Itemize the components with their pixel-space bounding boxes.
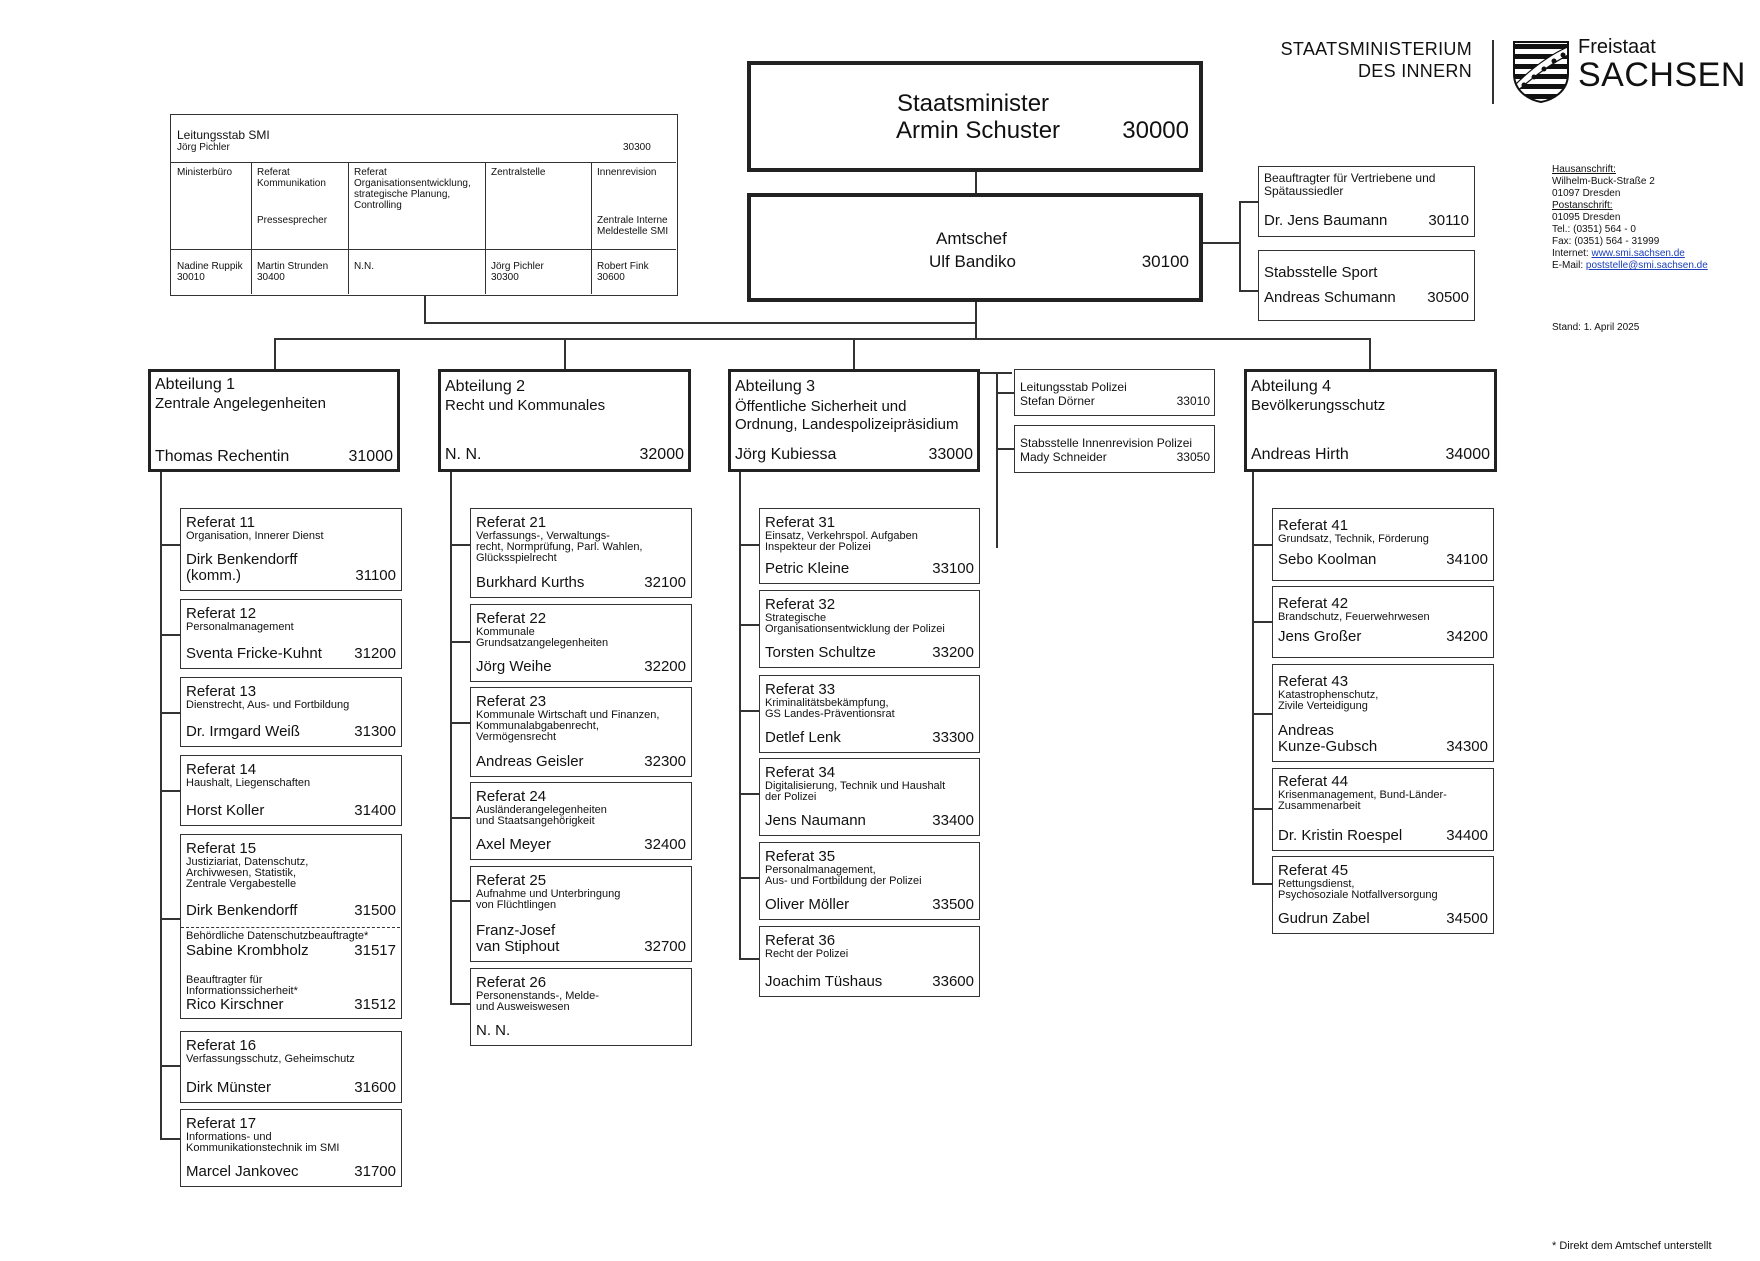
abteilung-2-box <box>438 369 691 472</box>
referat-number: 33300 <box>932 729 974 746</box>
amtschef-title: Amtschef <box>936 229 1007 248</box>
datenschutz-number: 31517 <box>354 942 396 959</box>
abteilung-head: Andreas Hirth <box>1251 446 1349 463</box>
abteilung-subtitle: Recht und Kommunales <box>445 397 606 414</box>
referat-title: Referat 32 <box>765 596 836 613</box>
referat-number: 31600 <box>354 1079 396 1096</box>
polizei-stab-title: Leitungsstab Polizei <box>1020 380 1127 394</box>
referat-box <box>470 604 692 682</box>
referat-box <box>180 1109 402 1187</box>
referat-title: Referat 22 <box>476 610 547 627</box>
referat-box <box>759 508 980 584</box>
referat-desc: Dienstrecht, Aus- und Fortbildung <box>186 699 350 711</box>
ls-unit-label-1: Ministerbüro <box>177 167 233 178</box>
referat-title: Referat 33 <box>765 681 836 698</box>
sport-box <box>1258 250 1475 321</box>
ls-unit-number-4: 30300 <box>491 272 519 283</box>
referat-title: Referat 26 <box>476 974 547 991</box>
referat-desc: Personalmanagement, Aus- und Fortbildung der Polizei <box>765 864 922 887</box>
referat-desc: Kriminalitätsbekämpfung, GS Landes-Präventionsrat <box>765 697 895 720</box>
referat-head: Jens Großer <box>1278 628 1362 645</box>
minister-title: Staatsminister <box>897 90 1050 117</box>
referat-desc: Digitalisierung, Technik und Haushalt der Polizei <box>765 780 946 803</box>
referat-desc: Strategische Organisationsentwicklung der Polizei <box>765 612 945 635</box>
referat-number: 34200 <box>1446 628 1488 645</box>
referat-desc: Kommunale Wirtschaft und Finanzen, Kommunalabgabenrecht, Vermögensrecht <box>476 709 660 743</box>
referat-box <box>1272 664 1494 762</box>
dashed-divider <box>181 927 400 928</box>
referat-head: Jörg Weihe <box>476 658 552 675</box>
referat-head: Andreas Kunze-Gubsch <box>1278 722 1378 755</box>
referat-number: 33600 <box>932 973 974 990</box>
ministry-line2: DES INNERN <box>1357 61 1472 81</box>
sport-name: Andreas Schumann <box>1264 289 1396 306</box>
abteilung-number: 33000 <box>928 446 973 463</box>
polizei-stab-title: Stabsstelle Innenrevision Polizei <box>1020 436 1193 450</box>
ls-unit-label-4: Zentralstelle <box>491 167 546 178</box>
referat-box <box>180 755 402 826</box>
leitungsstab-polizei-box <box>1014 369 1215 416</box>
referat-head: Jens Naumann <box>765 812 866 829</box>
saxony-coat-of-arms-icon <box>1512 40 1570 104</box>
referat-box <box>1272 768 1494 851</box>
referat-box <box>759 926 980 997</box>
referat-desc: Einsatz, Verkehrspol. Aufgaben Inspekteur der Polizei <box>765 530 918 553</box>
internet-label: Internet: <box>1552 248 1592 259</box>
referat-head: Dirk Benkendorff <box>186 902 298 919</box>
referat-title: Referat 14 <box>186 761 257 778</box>
referat-number: 32200 <box>644 658 686 675</box>
referat-head: Sventa Fricke-Kuhnt <box>186 645 322 662</box>
ls-unit-sub-2: Pressesprecher <box>257 215 328 226</box>
referat-head: N. N. <box>476 1022 511 1039</box>
beauftragter-title: Beauftragter für Vertriebene und Spätaussiedler <box>1264 171 1436 198</box>
referat-head: Dr. Kristin Roespel <box>1278 827 1403 844</box>
referat-desc: Grundsatz, Technik, Förderung <box>1278 533 1429 545</box>
referat-desc: Recht der Polizei <box>765 948 849 960</box>
referat-title: Referat 41 <box>1278 517 1349 534</box>
state-line2: SACHSEN <box>1578 56 1746 94</box>
referat-box <box>1272 856 1494 934</box>
referat-desc: Organisation, Innerer Dienst <box>186 530 324 542</box>
ministry-line1: STAATSMINISTERIUM <box>1280 39 1472 59</box>
abteilung-head: Jörg Kubiessa <box>735 446 837 463</box>
ls-unit-number-5: 30600 <box>597 272 625 283</box>
sport-title: Stabsstelle Sport <box>1264 264 1378 281</box>
ls-unit-name-4: Jörg Pichler <box>491 261 544 272</box>
infosec-name: Rico Kirschner <box>186 996 284 1013</box>
phone: Tel.: (0351) 564 - 0 <box>1552 224 1636 235</box>
leitungsstab-number: 30300 <box>623 142 651 153</box>
referat-box <box>180 599 402 669</box>
abteilung-number: 34000 <box>1445 446 1490 463</box>
referat-title: Referat 12 <box>186 605 257 622</box>
referat-desc: Krisenmanagement, Bund-Länder- Zusammenarbeit <box>1278 789 1447 812</box>
ls-unit-name-2: Martin Strunden <box>257 261 329 272</box>
footnote: * Direkt dem Amtschef unterstellt <box>1552 1240 1712 1252</box>
referat-head: Franz-Josef van Stiphout <box>476 922 560 955</box>
referat-number: 33400 <box>932 812 974 829</box>
referat-number: 31700 <box>354 1163 396 1180</box>
ls-unit-name-3: N.N. <box>354 261 374 272</box>
referat-title: Referat 45 <box>1278 862 1349 879</box>
ls-unit-name-5: Robert Fink <box>597 261 649 272</box>
referat-title: Referat 16 <box>186 1037 257 1054</box>
referat-box <box>1272 586 1494 658</box>
referat-desc: Haushalt, Liegenschaften <box>186 777 311 789</box>
amtschef-number: 30100 <box>1141 252 1189 271</box>
referat-head: Burkhard Kurths <box>476 574 585 591</box>
hausanschrift-label: Hausanschrift: <box>1552 164 1616 175</box>
abteilung-title: Abteilung 3 <box>735 378 816 395</box>
polizei-stab-name: Stefan Dörner <box>1020 394 1095 408</box>
leitungsstab-box <box>170 114 678 296</box>
state-name <box>1578 36 1746 92</box>
ministry-name <box>1280 38 1472 82</box>
referat-number: 32300 <box>644 753 686 770</box>
referat-desc: Rettungsdienst, Psychosoziale Notfallversorgung <box>1278 878 1438 901</box>
ls-unit-sub-5: Zentrale Interne Meldestelle SMI <box>597 215 669 237</box>
referat-head: Dirk Münster <box>186 1079 272 1096</box>
referat-15-box <box>180 834 402 1019</box>
abteilung-subtitle: Zentrale Angelegenheiten <box>155 395 326 412</box>
ls-unit-number-1: 30010 <box>177 272 205 283</box>
referat-head: Petric Kleine <box>765 560 850 577</box>
datenschutz-title: Behördliche Datenschutzbeauftragte* <box>186 930 369 942</box>
referat-desc: Personalmanagement <box>186 621 294 633</box>
referat-box <box>1272 508 1494 581</box>
referat-title: Referat 11 <box>186 514 255 531</box>
referat-head: Horst Koller <box>186 802 265 819</box>
ls-unit-label-5: Innenrevision <box>597 167 657 178</box>
referat-head: Joachim Tüshaus <box>765 973 883 990</box>
postanschrift-label: Postanschrift: <box>1552 200 1613 211</box>
referat-title: Referat 23 <box>476 693 547 710</box>
abteilung-4-box <box>1244 369 1497 472</box>
fax: Fax: (0351) 564 - 31999 <box>1552 236 1660 247</box>
abteilung-head: Thomas Rechentin <box>155 448 290 465</box>
referat-number: 34300 <box>1446 738 1488 755</box>
referat-desc: Ausländerangelegenheiten und Staatsangehörigkeit <box>476 804 607 827</box>
abteilung-subtitle: Öffentliche Sicherheit und Ordnung, Landespolizeipräsidium <box>735 398 959 433</box>
sport-number: 30500 <box>1427 289 1469 306</box>
referat-box <box>470 508 692 598</box>
abteilung-3-box <box>728 369 980 472</box>
referat-desc: Verfassungs-, Verwaltungs- recht, Normprüfung, Parl. Wahlen, Glücksspielrecht <box>476 530 643 564</box>
referat-head: Detlef Lenk <box>765 729 841 746</box>
polizei-stab-name: Mady Schneider <box>1020 450 1107 464</box>
referat-head: Dirk Benkendorff (komm.) <box>186 551 298 584</box>
hausanschrift-street: Wilhelm-Buck-Straße 2 <box>1552 176 1655 187</box>
referat-box <box>470 968 692 1046</box>
leitungsstab-title: Leitungsstab SMI <box>177 128 270 142</box>
referat-number: 31200 <box>354 645 396 662</box>
contact-info <box>1552 164 1708 272</box>
referat-number: 31400 <box>354 802 396 819</box>
referat-head: Axel Meyer <box>476 836 552 853</box>
referat-number: 33200 <box>932 644 974 661</box>
state-line1: Freistaat <box>1578 36 1656 58</box>
referat-title: Referat 21 <box>476 514 547 531</box>
ls-unit-name-1: Nadine Ruppik <box>177 261 243 272</box>
referat-number: 34500 <box>1446 910 1488 927</box>
abteilung-title: Abteilung 4 <box>1251 378 1332 395</box>
infosec-number: 31512 <box>354 996 396 1013</box>
infosec-title: Beauftragter für Informationssicherheit* <box>186 974 298 997</box>
website-link[interactable]: www.smi.sachsen.de <box>1591 248 1685 259</box>
referat-desc: Brandschutz, Feuerwehrwesen <box>1278 611 1430 623</box>
referat-head: Andreas Geisler <box>476 753 584 770</box>
referat-title: Referat 43 <box>1278 673 1349 690</box>
referat-head: Marcel Jankovec <box>186 1163 299 1180</box>
amtschef-name: Ulf Bandiko <box>929 252 1016 271</box>
referat-box <box>759 590 980 668</box>
hausanschrift-city: 01097 Dresden <box>1552 188 1621 199</box>
referat-title: Referat 25 <box>476 872 547 889</box>
referat-box <box>759 842 980 920</box>
minister-name: Armin Schuster <box>896 117 1061 144</box>
referat-title: Referat 31 <box>765 514 836 531</box>
referat-desc: Justiziariat, Datenschutz, Archivwesen, Statistik, Zentrale Vergabestelle <box>186 856 309 890</box>
abteilung-title: Abteilung 1 <box>155 376 236 393</box>
beauftragter-number: 30110 <box>1428 212 1469 229</box>
beauftragter-box <box>1258 166 1475 237</box>
ls-unit-label-3: Referat Organisationsentwicklung, strategische Planung, Controlling <box>354 167 471 211</box>
minister-number: 30000 <box>1122 117 1189 144</box>
referat-title: Referat 24 <box>476 788 547 805</box>
referat-title: Referat 15 <box>186 840 257 857</box>
referat-box <box>180 508 402 591</box>
abteilung-title: Abteilung 2 <box>445 378 526 395</box>
referat-box <box>180 1031 402 1103</box>
polizei-stab-number: 33050 <box>1176 450 1210 464</box>
referat-desc: Kommunale Grundsatzangelegenheiten <box>476 626 609 649</box>
referat-box <box>759 675 980 753</box>
abteilung-head: N. N. <box>445 446 482 463</box>
referat-title: Referat 42 <box>1278 595 1349 612</box>
referat-desc: Katastrophenschutz, Zivile Verteidigung <box>1278 689 1379 712</box>
referat-number: 34100 <box>1446 551 1488 568</box>
leitungsstab-head: Jörg Pichler <box>177 142 230 153</box>
referat-box <box>470 782 692 860</box>
referat-title: Referat 44 <box>1278 773 1349 790</box>
referat-head: Oliver Möller <box>765 896 850 913</box>
amtschef-box <box>747 193 1203 302</box>
referat-number: 31100 <box>355 567 396 584</box>
polizei-stab-number: 33010 <box>1176 394 1210 408</box>
email-label: E-Mail: <box>1552 260 1586 271</box>
referat-title: Referat 13 <box>186 683 257 700</box>
referat-head: Gudrun Zabel <box>1278 910 1370 927</box>
referat-number: 34400 <box>1446 827 1488 844</box>
referat-title: Referat 34 <box>765 764 836 781</box>
email-line <box>1552 260 1708 272</box>
referat-desc: Verfassungsschutz, Geheimschutz <box>186 1053 355 1065</box>
referat-desc: Informations- und Kommunikationstechnik im SMI <box>186 1131 340 1154</box>
referat-number: 32400 <box>644 836 686 853</box>
referat-box <box>180 677 402 747</box>
referat-number: 32700 <box>644 938 686 955</box>
ls-unit-label-2: Referat Kommunikation <box>257 167 326 189</box>
abteilung-number: 32000 <box>639 446 684 463</box>
referat-head: Torsten Schultze <box>765 644 876 661</box>
email-link[interactable]: poststelle@smi.sachsen.de <box>1585 260 1708 271</box>
stand-date: Stand: 1. April 2025 <box>1552 322 1640 333</box>
referat-desc: Aufnahme und Unterbringung von Flüchtlingen <box>476 888 621 911</box>
referat-title: Referat 17 <box>186 1115 257 1132</box>
referat-box <box>470 866 692 962</box>
postanschrift-city: 01095 Dresden <box>1552 212 1621 223</box>
beauftragter-name: Dr. Jens Baumann <box>1264 212 1388 229</box>
referat-title: Referat 35 <box>765 848 836 865</box>
referat-box <box>470 687 692 777</box>
referat-title: Referat 36 <box>765 932 836 949</box>
referat-head: Sebo Koolman <box>1278 551 1377 568</box>
innenrevision-polizei-box <box>1014 425 1215 473</box>
referat-number: 33100 <box>932 560 974 577</box>
abteilung-subtitle: Bevölkerungsschutz <box>1251 397 1386 414</box>
referat-number: 31500 <box>354 902 396 919</box>
referat-desc: Personenstands-, Melde- und Ausweiswesen <box>476 990 599 1013</box>
abteilung-number: 31000 <box>348 448 393 465</box>
internet-line <box>1552 248 1708 260</box>
referat-number: 31300 <box>354 723 396 740</box>
minister-box <box>747 61 1203 172</box>
referat-number: 32100 <box>644 574 686 591</box>
referat-box <box>759 758 980 836</box>
referat-head: Dr. Irmgard Weiß <box>186 723 300 740</box>
referat-number: 33500 <box>932 896 974 913</box>
datenschutz-name: Sabine Krombholz <box>186 942 309 959</box>
abteilung-1-box <box>148 369 400 472</box>
ls-unit-number-2: 30400 <box>257 272 285 283</box>
